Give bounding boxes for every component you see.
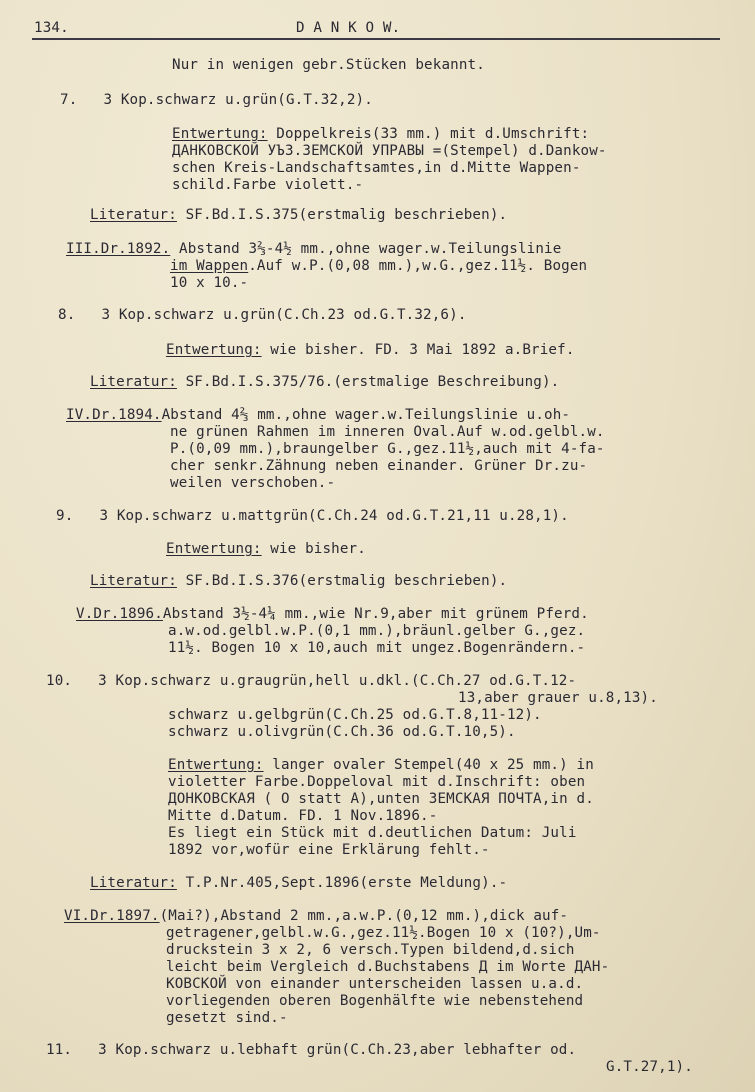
druck-heading — [66, 241, 561, 258]
entry-11: 11. 3 Kop.schwarz u.lebhaft grün(C.Ch.23,aber lebhafter od. — [46, 1042, 577, 1058]
text-line: schild.Farbe violett.- — [172, 177, 364, 193]
text-line: schen Kreis-Landschaftsamtes,in d.Mitte Wappen- — [172, 160, 581, 176]
text-line: SF.Bd.I.S.376(erstmalig beschrieben). — [176, 573, 508, 589]
text-line: ne grünen Rahmen im inneren Oval.Auf w.od.gelbl.w. — [170, 424, 605, 440]
entry-10: 10. 3 Kop.schwarz u.graugrün,hell u.dkl.(C.Ch.27 od.G.T.12- — [46, 673, 577, 689]
text-line: Mitte d.Datum. FD. 1 Nov.1896.- — [168, 808, 438, 824]
entry-7: 7. 3 Kop.schwarz u.grün(G.T.32,2). — [60, 92, 373, 108]
entwertung-line — [166, 541, 366, 558]
literatur-label: Literatur: — [90, 875, 177, 891]
text-line: Doppelkreis(33 mm.) mit d.Umschrift: — [267, 126, 590, 142]
druck-heading — [64, 908, 568, 925]
text-line: wie bisher. FD. 3 Mai 1892 a.Brief. — [261, 342, 575, 358]
text-line: SF.Bd.I.S.375(erstmalig beschrieben). — [176, 207, 508, 223]
text-line: Abstand 3⅔-4½ mm.,ohne wager.w.Teilungslinie — [170, 241, 562, 257]
text-line: .Auf w.P.(0,08 mm.),w.G.,gez.11½. Bogen — [248, 258, 588, 274]
druck-label: III.Dr.1892. — [66, 241, 171, 257]
text-line: 10 x 10.- — [170, 275, 249, 291]
entwertung-label: Entwertung: — [166, 342, 262, 358]
text-line: schwarz u.olivgrün(C.Ch.36 od.G.T.10,5). — [168, 724, 516, 740]
text-line: Abstand 4⅔ mm.,ohne wager.w.Teilungslinie u.oh- — [161, 407, 571, 423]
druck-heading — [76, 606, 589, 623]
text-line: schwarz u.gelbgrün(C.Ch.25 od.G.T.8,11-12). — [168, 707, 542, 723]
druck-heading — [66, 407, 570, 424]
literatur-line — [90, 374, 559, 391]
entry-9: 9. 3 Kop.schwarz u.mattgrün(C.Ch.24 od.G.T.21,11 u.28,1). — [56, 508, 569, 524]
druck-label: IV.Dr.1894. — [66, 407, 162, 423]
entry-8: 8. 3 Kop.schwarz u.grün(C.Ch.23 od.G.T.32,6). — [58, 307, 467, 323]
text-line: langer ovaler Stempel(40 x 25 mm.) in — [263, 757, 594, 773]
text-line: P.(0,09 mm.),braungelber G.,gez.11½,auch mit 4-fa- — [170, 441, 605, 457]
text-line: a.w.od.gelbl.w.P.(0,1 mm.),bräunl.gelber G.,gez. — [168, 623, 586, 639]
text-line: weilen verschoben.- — [170, 475, 336, 491]
entwertung-label: Entwertung: — [168, 757, 264, 773]
text-line: getragener,gelbl.w.G.,gez.11½.Bogen 10 x (10?),Um- — [166, 925, 601, 941]
text-line: vorliegenden oberen Bogenhälfte wie nebenstehend — [166, 993, 584, 1009]
header-rule — [32, 38, 720, 40]
druck-label: V.Dr.1896. — [76, 606, 163, 622]
text-line: ДАНКОВСКОЙ УЪЗ.ЗЕМСКОЙ УПРАВЫ =(Stempel) d.Dankow- — [172, 143, 607, 159]
literatur-line — [90, 875, 507, 892]
text-line: G.T.27,1). — [606, 1059, 693, 1075]
entwertung-label: Entwertung: — [172, 126, 268, 142]
text-line: Es liegt ein Stück mit d.deutlichen Datum: Juli — [168, 825, 577, 841]
text-line: 1892 vor,wofür eine Erklärung fehlt.- — [168, 842, 490, 858]
literatur-label: Literatur: — [90, 374, 177, 390]
text-line: 13,aber grauer u.8,13). — [458, 690, 658, 706]
text-line: Abstand 3½-4¼ mm.,wie Nr.9,aber mit grünem Pferd. — [162, 606, 589, 622]
text-line: SF.Bd.I.S.375/76.(erstmalige Beschreibung). — [176, 374, 560, 390]
text-line: leicht beim Vergleich d.Buchstabens Д im Worte ДАН- — [166, 959, 610, 975]
text-line: T.P.Nr.405,Sept.1896(erste Meldung).- — [176, 875, 508, 891]
entwertung-line — [168, 757, 594, 774]
underlined-text: im Wappen — [170, 258, 249, 274]
literatur-line — [90, 573, 507, 590]
text-line: ДОНКОВСКАЯ ( О statt А),unten ЗЕМСКАЯ ПОЧТА,in d. — [168, 791, 594, 807]
text-line: (Mai?),Abstand 2 mm.,a.w.P.(0,12 mm.),dick auf- — [159, 908, 569, 924]
literatur-line — [90, 207, 507, 224]
entwertung-label: Entwertung: — [166, 541, 262, 557]
text-line: violetter Farbe.Doppeloval mit d.Inschrift: oben — [168, 774, 586, 790]
text-line — [170, 258, 587, 275]
entwertung-line — [172, 126, 589, 143]
text-line: Nur in wenigen gebr.Stücken bekannt. — [172, 57, 485, 73]
druck-label: VI.Dr.1897. — [64, 908, 160, 924]
page-title: D A N K O W. — [296, 20, 401, 36]
text-line: wie bisher. — [261, 541, 366, 557]
page-number: 134. — [34, 20, 69, 36]
literatur-label: Literatur: — [90, 573, 177, 589]
text-line: cher senkr.Zähnung neben einander. Grüner Dr.zu- — [170, 458, 588, 474]
text-line: КОВСКОЙ von einander unterscheiden lassen u.a.d. — [166, 976, 584, 992]
entwertung-line — [166, 342, 575, 359]
text-line: druckstein 3 x 2, 6 versch.Typen bildend,d.sich — [166, 942, 575, 958]
text-line: 11½. Bogen 10 x 10,auch mit ungez.Bogenrändern.- — [168, 640, 586, 656]
text-line: gesetzt sind.- — [166, 1010, 288, 1026]
literatur-label: Literatur: — [90, 207, 177, 223]
